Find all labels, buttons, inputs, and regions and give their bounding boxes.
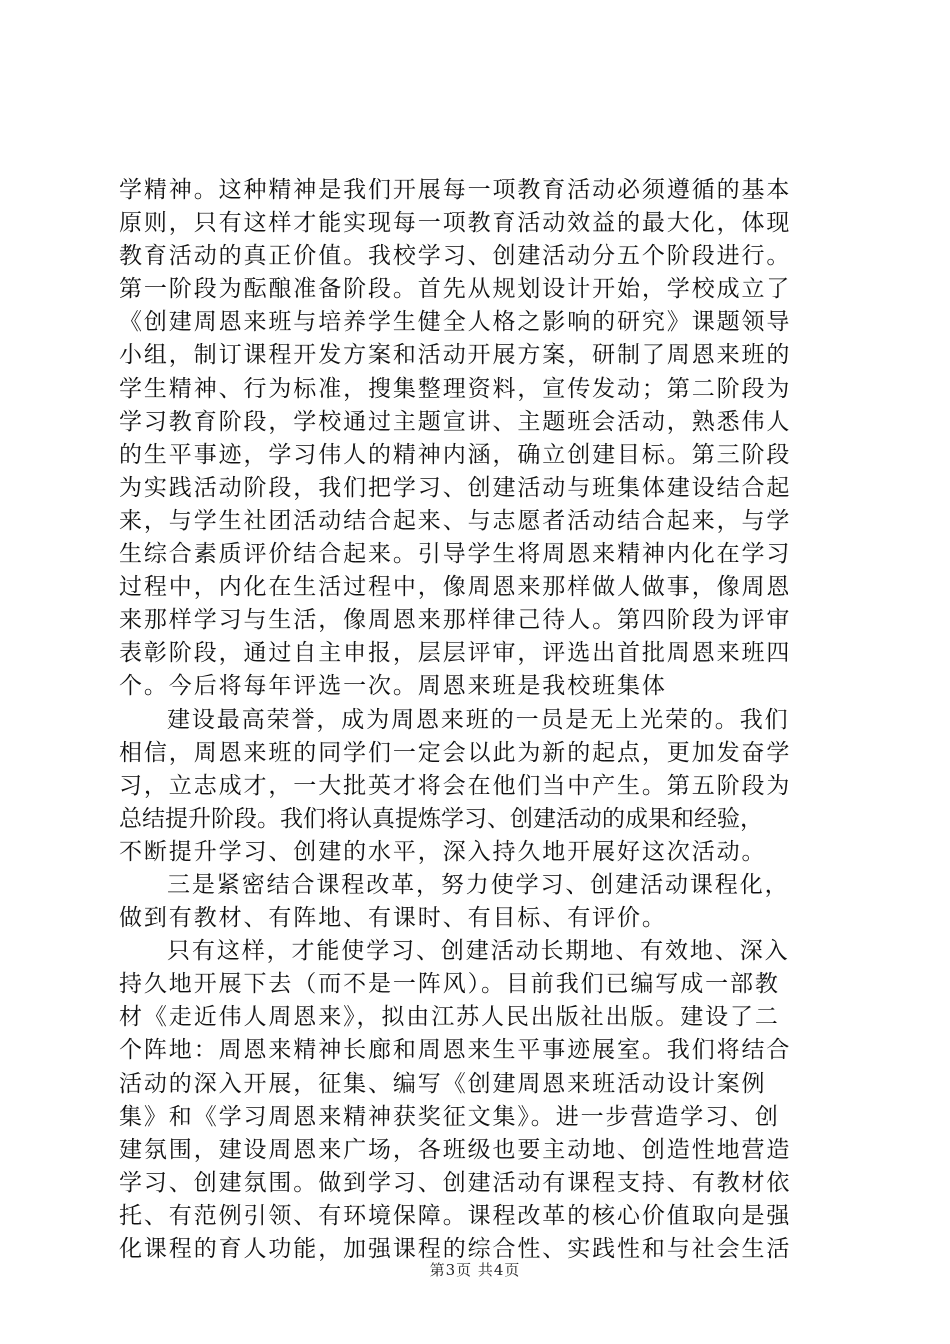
text-line: 过程中，内化在生活过程中，像周恩来那样做人做事，像周恩	[119, 574, 792, 601]
text-line: 第一阶段为酝酿准备阶段。首先从规划设计开始，学校成立了	[119, 276, 792, 303]
text-line: 学精神。这种精神是我们开展每一项教育活动必须遵循的基本	[119, 177, 792, 203]
text-line: 活动的深入开展，征集、编写《创建周恩来班活动设计案例	[119, 1070, 767, 1097]
text-line: 为实践活动阶段，我们把学习、创建活动与班集体建设结合起	[119, 474, 792, 501]
text-line: 化课程的育人功能，加强课程的综合性、实践性和与社会生活	[119, 1236, 792, 1262]
text-line: 习，立志成才，一大批英才将会在他们当中产生。第五阶段为	[119, 772, 792, 799]
text-line: 来，与学生社团活动结合起来、与志愿者活动结合起来，与学	[119, 507, 792, 534]
document-body	[119, 174, 839, 1266]
text-line: 相信，周恩来班的同学们一定会以此为新的起点，更加发奋学	[119, 739, 792, 766]
text-line: 持久地开展下去（而不是一阵风）。目前我们已编写成一部教	[119, 971, 780, 998]
page-number-footer: 第3页 共4页	[429, 1261, 521, 1279]
text-line: 学习、创建氛围。做到学习、创建活动有课程支持、有教材依	[119, 1169, 792, 1196]
text-line: 小组，制订课程开发方案和活动开展方案，研制了周恩来班的	[119, 342, 792, 369]
text-line: 做到有教材、有阵地、有课时、有目标、有评价。	[119, 905, 667, 932]
text-line: 个。今后将每年评选一次。周恩来班是我校班集体	[119, 673, 667, 700]
text-line: 的生平事迹，学习伟人的精神内涵，确立创建目标。第三阶段	[119, 441, 792, 468]
text-line: 生综合素质评价结合起来。引导学生将周恩来精神内化在学习	[119, 541, 792, 568]
text-line: 学习教育阶段，学校通过主题宣讲、主题班会活动，熟悉伟人	[119, 408, 792, 435]
text-line: 原则，只有这样才能实现每一项教育活动效益的最大化，体现	[119, 210, 792, 237]
text-line: 不断提升学习、创建的水平，深入持久地开展好这次活动。	[119, 838, 767, 865]
paragraph-first-line: 建设最高荣誉，成为周恩来班的一员是无上光荣的。我们	[167, 706, 790, 733]
text-line: 材《走近伟人周恩来》，拟由江苏人民出版社出版。建设了二	[119, 1004, 780, 1031]
text-line: 表彰阶段，通过自主申报，层层评审，评选出首批周恩来班四	[119, 640, 792, 667]
text-line: 总结提升阶段。我们将认真提炼学习、创建活动的成果和经验，	[119, 805, 763, 832]
text-line: 集》和《学习周恩来精神获奖征文集》。进一步营造学习、创	[119, 1103, 780, 1130]
text-line: 托、有范例引领、有环境保障。课程改革的核心价值取向是强	[119, 1202, 792, 1229]
text-line: 个阵地：周恩来精神长廊和周恩来生平事迹展室。我们将结合	[119, 1037, 792, 1064]
paragraph-first-line: 只有这样，才能使学习、创建活动长期地、有效地、深入	[167, 938, 790, 965]
text-line: 教育活动的真正价值。我校学习、创建活动分五个阶段进行。	[119, 243, 792, 270]
text-line: 建氛围，建设周恩来广场，各班级也要主动地、创造性地营造	[119, 1136, 792, 1163]
paragraph-first-line: 三是紧密结合课程改革，努力使学习、创建活动课程化，	[167, 871, 790, 898]
text-line: 学生精神、行为标准，搜集整理资料，宣传发动；第二阶段为	[119, 375, 792, 402]
text-line: 来那样学习与生活，像周恩来那样律己待人。第四阶段为评审	[119, 607, 792, 634]
text-line: 《创建周恩来班与培养学生健全人格之影响的研究》课题领导	[119, 309, 792, 336]
